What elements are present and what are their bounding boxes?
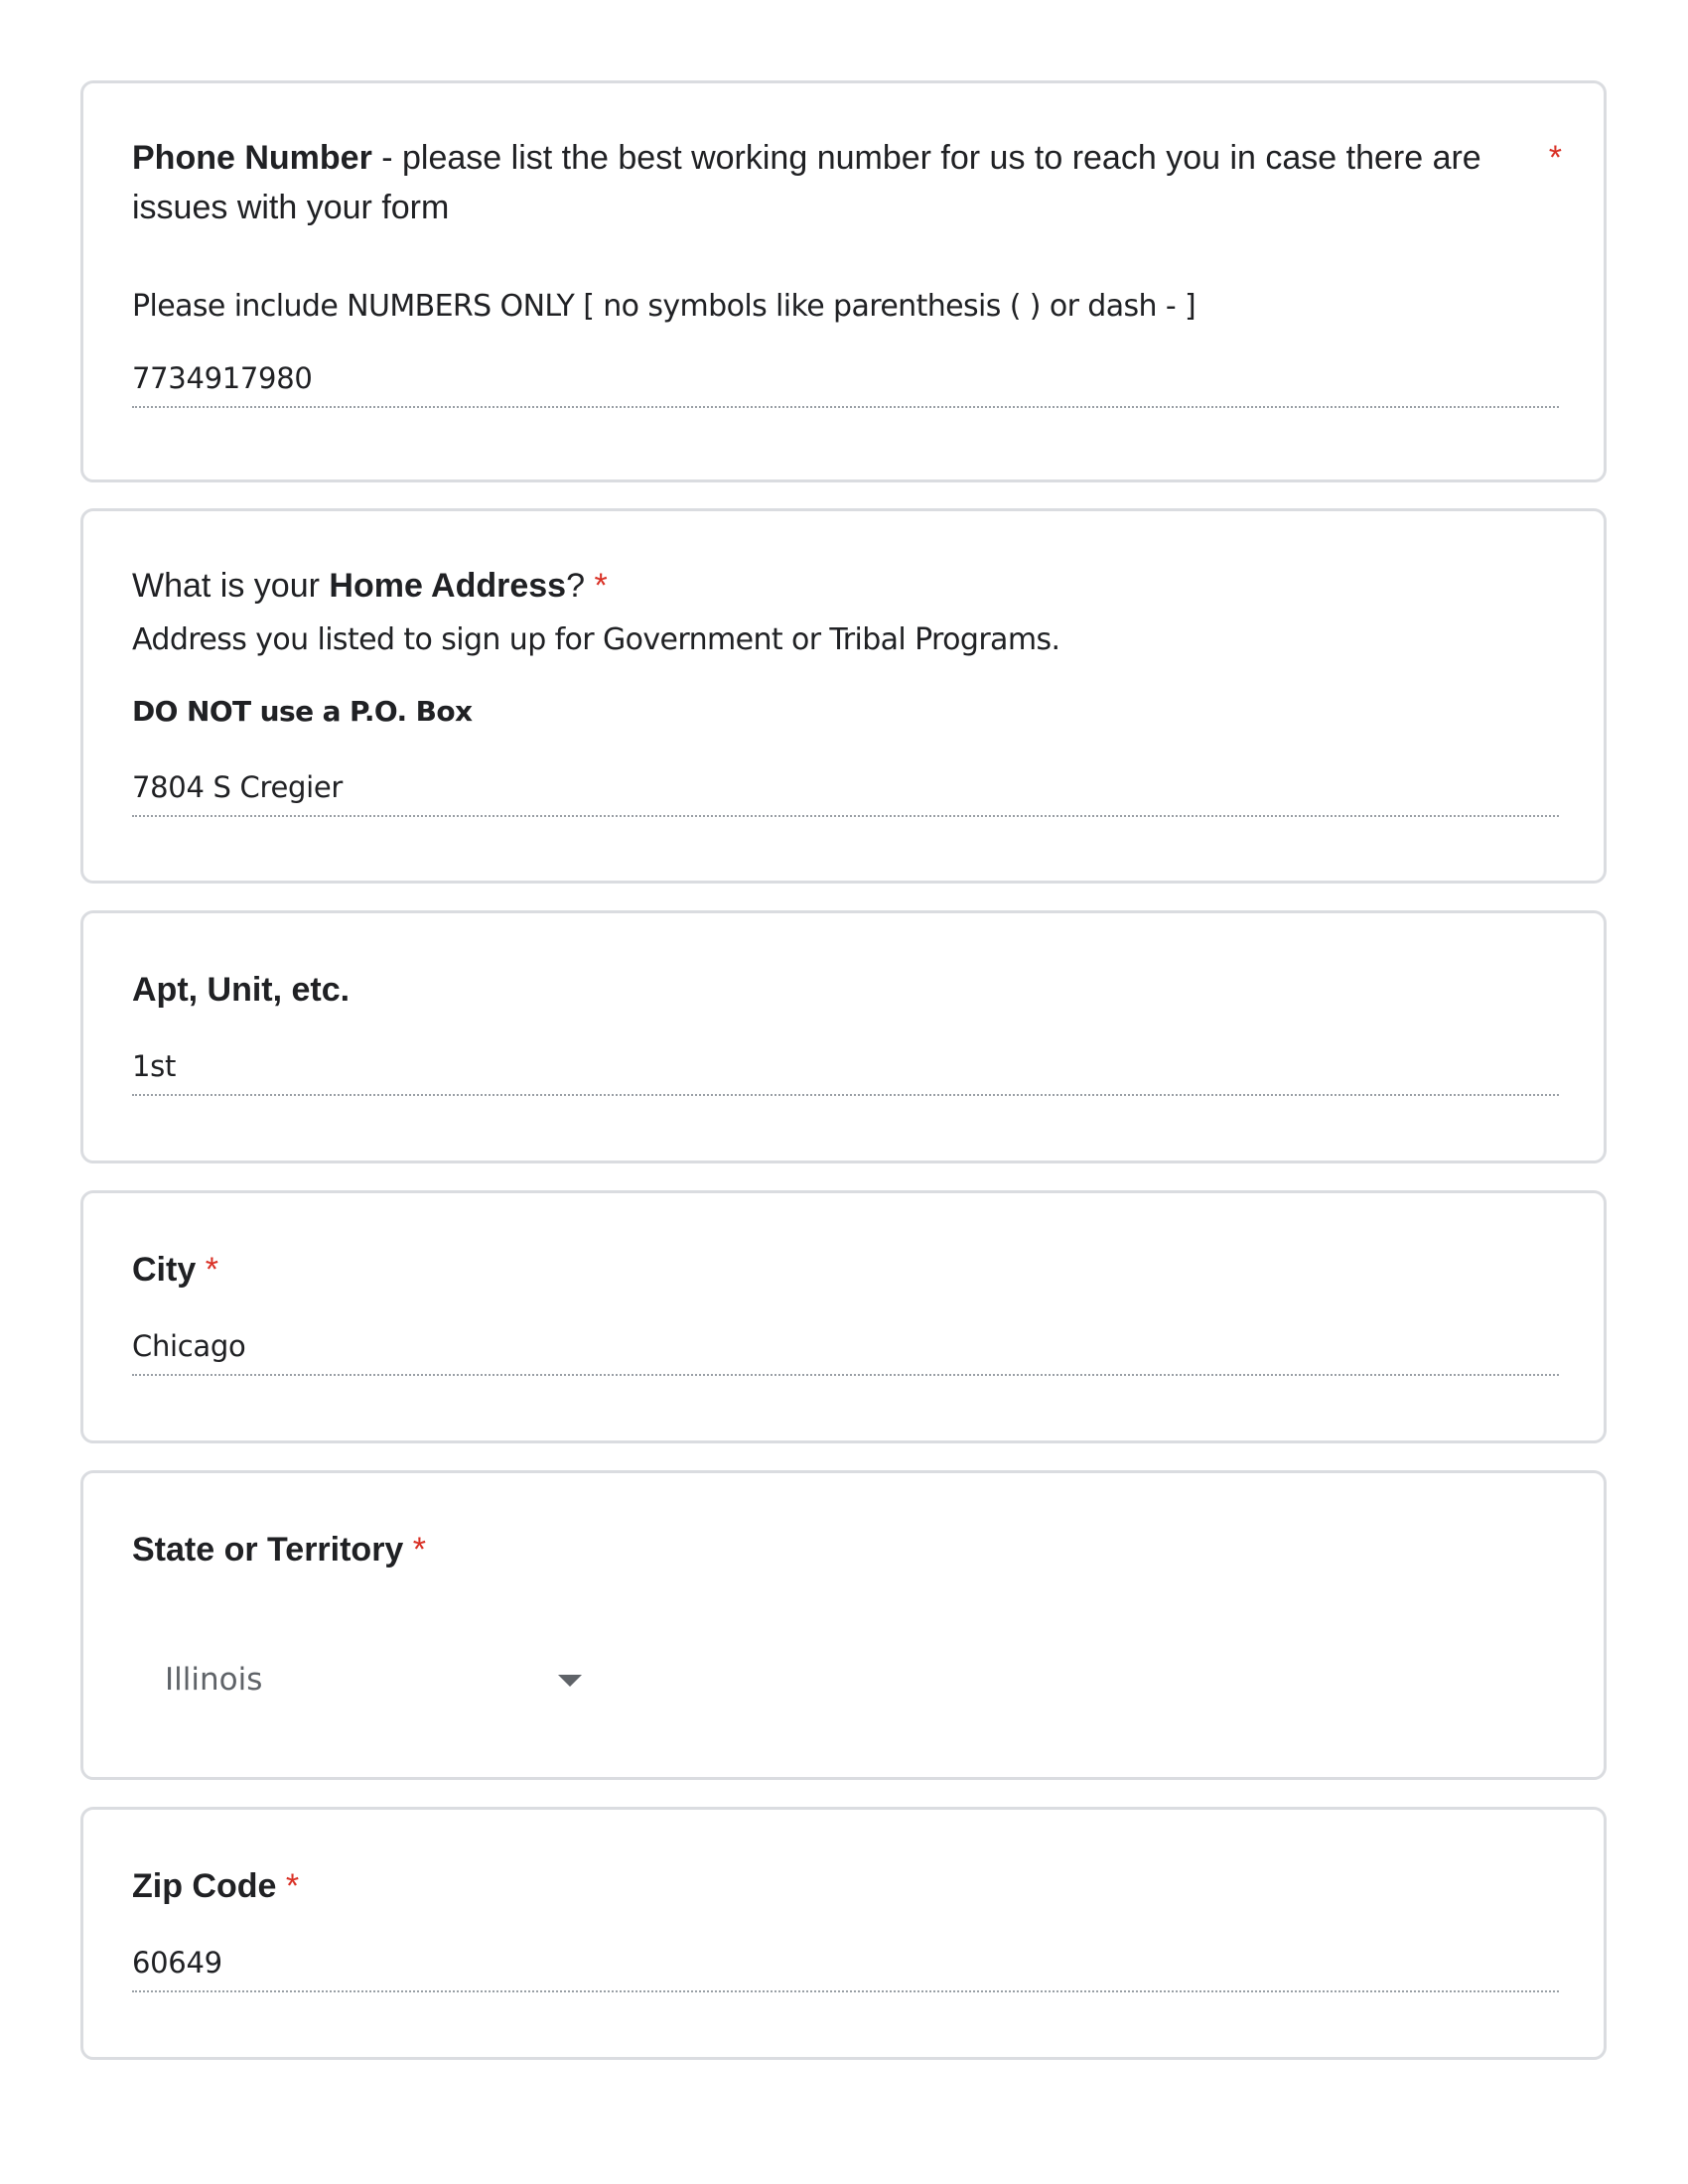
home-address-description: Address you listed to sign up for Government or Tribal Programs. <box>132 622 1060 657</box>
required-asterisk: * <box>412 1531 427 1569</box>
city-input[interactable]: Chicago <box>132 1326 1559 1376</box>
zip-code-label: Zip Code <box>132 1867 277 1905</box>
home-address-question-card <box>80 508 1607 884</box>
zip-code-question-card <box>80 1807 1607 2060</box>
arrow-drop-down-icon <box>558 1675 582 1687</box>
home-address-input[interactable]: 7804 S Cregier <box>132 767 1559 817</box>
required-asterisk: * <box>594 567 608 605</box>
home-address-label: Home Address <box>329 567 567 605</box>
phone-number-question-title <box>132 133 1502 232</box>
phone-number-input[interactable]: 7734917980 <box>132 358 1559 408</box>
required-asterisk: * <box>205 1251 218 1289</box>
home-address-question-title <box>132 561 608 611</box>
state-selected-value: Illinois <box>165 1662 263 1698</box>
required-asterisk: * <box>1548 139 1562 177</box>
state-label: State or Territory <box>132 1531 404 1569</box>
state-dropdown[interactable] <box>165 1650 582 1709</box>
required-asterisk: * <box>285 1867 300 1905</box>
phone-number-prompt: - please list the best working number for us to reach you in case there are issues with your form <box>132 139 1481 226</box>
po-box-warning: DO NOT use a P.O. Box <box>132 695 473 728</box>
city-question-title <box>132 1245 218 1295</box>
zip-code-input[interactable]: 60649 <box>132 1943 1559 1992</box>
phone-number-question-card <box>80 80 1607 482</box>
apt-unit-input[interactable]: 1st <box>132 1046 1559 1096</box>
apt-unit-question-card <box>80 910 1607 1163</box>
state-question-title <box>132 1525 426 1574</box>
home-address-prompt-suffix: ? <box>566 567 586 605</box>
apt-unit-question-title <box>132 965 350 1015</box>
apt-unit-label: Apt, Unit, etc. <box>132 971 351 1009</box>
phone-number-description: Please include NUMBERS ONLY [ no symbols like parenthesis ( ) or dash - ] <box>132 289 1196 324</box>
phone-number-label: Phone Number <box>132 139 372 177</box>
city-question-card <box>80 1190 1607 1443</box>
state-question-card <box>80 1470 1607 1780</box>
home-address-prompt-prefix: What is your <box>132 567 330 605</box>
zip-code-question-title <box>132 1861 299 1911</box>
city-label: City <box>132 1251 197 1289</box>
